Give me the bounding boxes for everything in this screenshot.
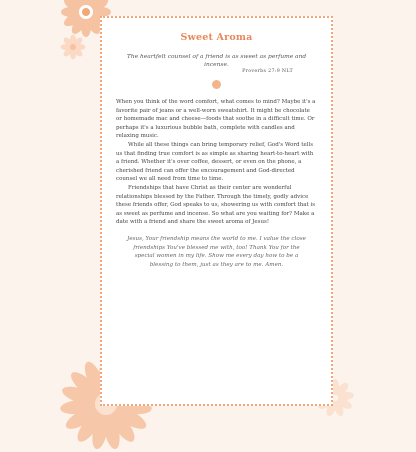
flower-icon-small-left: [60, 34, 86, 60]
divider-dot-icon: [212, 80, 221, 89]
paragraph: While all these things can bring temporary relief, God's Word tells us that finding true comfort is as simple as sharing heart-to-heart with a friend. Whether it's over coffee, dessert, or even on the phone, a cherished friend can offer the encouragement and God-directed counsel we all need from time to time.: [116, 141, 314, 183]
paragraph: Friendships that have Christ as their center are wonderful relationships blessed by the Father. Through the timely, godly advice these friends offer, God speaks to us, showering us with comfort that is as sweet as perfume and incense. So what are you waiting for? Make a date with a friend and share the sweet aroma of Jesus!: [116, 184, 316, 226]
devotional-page: [100, 16, 333, 406]
paragraph: When you think of the word comfort, what comes to mind? Maybe it's a favorite pair of jeans or a well-worn sweatshirt. It might be chocolate or homemade mac and cheese—foods that soothe in a difficult time. Or perhaps it's a luxurious bubble bath, complete with candles and relaxing music.: [116, 99, 316, 140]
prayer-text: Jesus, Your friendship means the world to me. I value the close friendships You've blessed me with, too! Thank You for the special women in my life. Show me every day how to be a blessing to them, just as they are to me. Amen.: [127, 235, 306, 268]
page-title: Sweet Aroma: [180, 32, 253, 43]
verse-reference: Proverbs 27:9 NLT: [242, 69, 293, 74]
verse-text: The heartfelt counsel of a friend is as sweet as perfume and incense.: [126, 54, 307, 68]
